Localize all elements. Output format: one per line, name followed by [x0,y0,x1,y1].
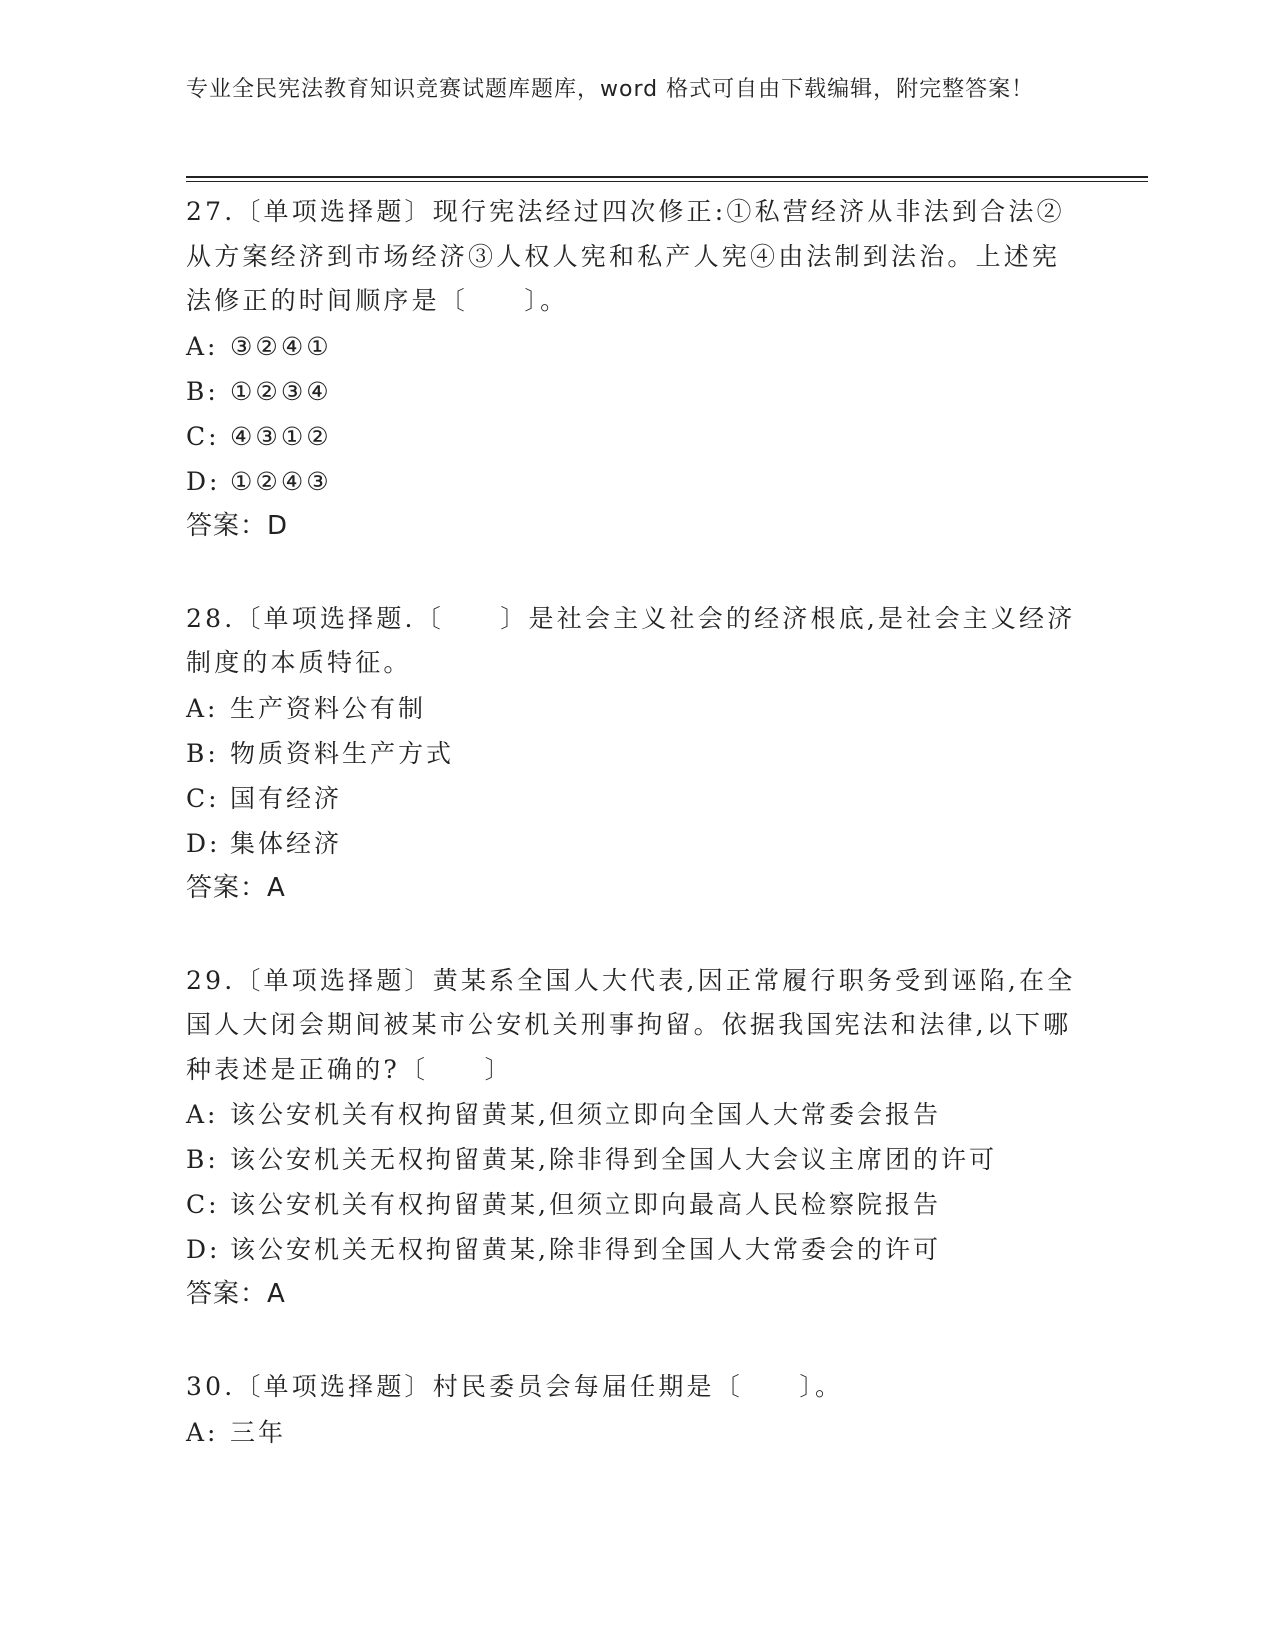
option-c [186,1182,1076,1227]
option-key: B: [186,738,219,768]
option-key: A: [186,1417,219,1447]
option-text: 物质资料生产方式 [230,738,455,768]
option-d [186,459,1076,504]
option-key: C: [186,421,220,451]
option-text: 该公安机关无权拘留黄某,除非得到全国人大常委会的许可 [230,1235,941,1264]
page-header: 专业全民宪法教育知识竞赛试题库题库，word 格式可自由下载编辑，附完整答案！ [186,77,1035,102]
question-list [186,190,1076,1455]
question-stem: 29.〔单项选择题〕黄某系全国人大代表,因正常履行职务受到诬陷,在全国人大闭会期间被某市公安机关刑事拘留。依据我国宪法和法律,以下哪种表述是正确的?〔 〕 [186,965,1076,1084]
option-key: B: [186,376,219,406]
option-key: C: [186,783,220,813]
option-a [186,686,1076,731]
question-28 [186,597,1076,911]
question-30 [186,1365,1076,1455]
option-d [186,821,1076,866]
option-key: D: [186,1235,221,1264]
option-text: 国有经济 [230,783,343,813]
option-text: 集体经济 [230,828,343,858]
option-text: ③②④① [230,331,332,361]
option-text: 该公安机关有权拘留黄某,但须立即向全国人大常委会报告 [230,1100,941,1129]
option-text: ①②④③ [230,466,332,496]
option-key: B: [186,1145,219,1174]
option-b [186,731,1076,776]
header-rule-thin [186,181,1148,182]
option-c [186,776,1076,821]
question-29 [186,959,1076,1318]
question-stem: 30.〔单项选择题〕村民委员会每届任期是〔 〕。 [186,1372,844,1401]
option-text: 该公安机关无权拘留黄某,除非得到全国人大会议主席团的许可 [230,1145,997,1174]
option-key: A: [186,693,219,723]
answer-line: 答案：A [186,1279,286,1309]
option-a [186,1092,1076,1137]
option-text: 生产资料公有制 [230,693,427,723]
option-key: C: [186,1190,220,1219]
option-key: D: [186,828,221,858]
question-stem: 28.〔单项选择题.〔 〕是社会主义社会的经济根底,是社会主义经济制度的本质特征。 [186,603,1076,677]
question-stem: 27.〔单项选择题〕现行宪法经过四次修正:①私营经济从非法到合法②从方案经济到市场经济③人权人宪和私产人宪④由法制到法治。上述宪法修正的时间顺序是〔 〕。 [186,197,1065,315]
option-text: 该公安机关有权拘留黄某,但须立即向最高人民检察院报告 [230,1190,941,1219]
option-key: A: [186,331,219,361]
option-a [186,1410,1076,1455]
option-key: D: [186,466,221,496]
option-d [186,1227,1076,1272]
option-c [186,414,1076,459]
answer-line: 答案：D [186,510,289,541]
option-b [186,369,1076,414]
option-b [186,1137,1076,1182]
option-text: ①②③④ [230,376,332,406]
option-key: A: [186,1100,219,1129]
option-text: 三年 [230,1417,287,1447]
answer-line: 答案：A [186,872,286,903]
question-27 [186,190,1076,549]
option-text: ④③①② [230,421,332,451]
header-rule [186,176,1148,178]
option-a [186,324,1076,369]
